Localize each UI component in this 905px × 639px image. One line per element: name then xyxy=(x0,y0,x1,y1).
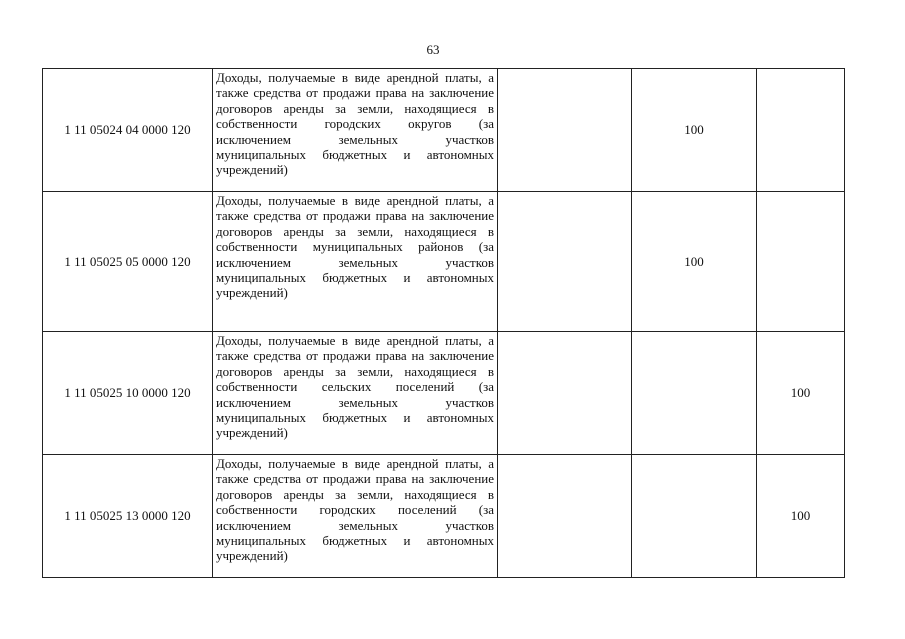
revenue-code-cell: 1 11 05025 13 0000 120 xyxy=(43,455,213,578)
revenue-code-cell: 1 11 05025 05 0000 120 xyxy=(43,192,213,332)
revenue-description-cell: Доходы, получаемые в виде арендной платы, а также средства от продажи права на заключение договоров аренды за земли, находящиеся в собственности муниципальных районов (за исключением земельных участков муниципальных бюджетных и автономных учреждений) xyxy=(213,192,498,332)
value-cell-col3 xyxy=(498,69,632,192)
value-cell-col5: 100 xyxy=(757,332,845,455)
table-row xyxy=(43,332,845,455)
value-cell-col3 xyxy=(498,455,632,578)
revenue-code-cell: 1 11 05024 04 0000 120 xyxy=(43,69,213,192)
value-cell-col4: 100 xyxy=(632,69,757,192)
value-cell-col4 xyxy=(632,332,757,455)
table-row xyxy=(43,455,845,578)
page-number: 63 xyxy=(426,42,440,57)
value-cell-col4: 100 xyxy=(632,192,757,332)
table-row xyxy=(43,192,845,332)
value-cell-col3 xyxy=(498,332,632,455)
value-cell-col5 xyxy=(757,192,845,332)
revenue-table xyxy=(42,68,845,578)
value-cell-col4 xyxy=(632,455,757,578)
value-cell-col5: 100 xyxy=(757,455,845,578)
table-row xyxy=(43,69,845,192)
revenue-code-cell: 1 11 05025 10 0000 120 xyxy=(43,332,213,455)
value-cell-col5 xyxy=(757,69,845,192)
revenue-description-cell: Доходы, получаемые в виде арендной платы, а также средства от продажи права на заключение договоров аренды за земли, находящиеся в собственности сельских поселений (за исключением земельных участков муниципальных бюджетных и автономных учреждений) xyxy=(213,332,498,455)
revenue-description-cell: Доходы, получаемые в виде арендной платы, а также средства от продажи права на заключение договоров аренды за земли, находящиеся в собственности городских поселений (за исключением земельных участков муниципальных бюджетных и автономных учреждений) xyxy=(213,455,498,578)
value-cell-col3 xyxy=(498,192,632,332)
revenue-description-cell: Доходы, получаемые в виде арендной платы, а также средства от продажи права на заключение договоров аренды за земли, находящиеся в собственности городских округов (за исключением земельных участков муниципальных бюджетных и автономных учреждений) xyxy=(213,69,498,192)
